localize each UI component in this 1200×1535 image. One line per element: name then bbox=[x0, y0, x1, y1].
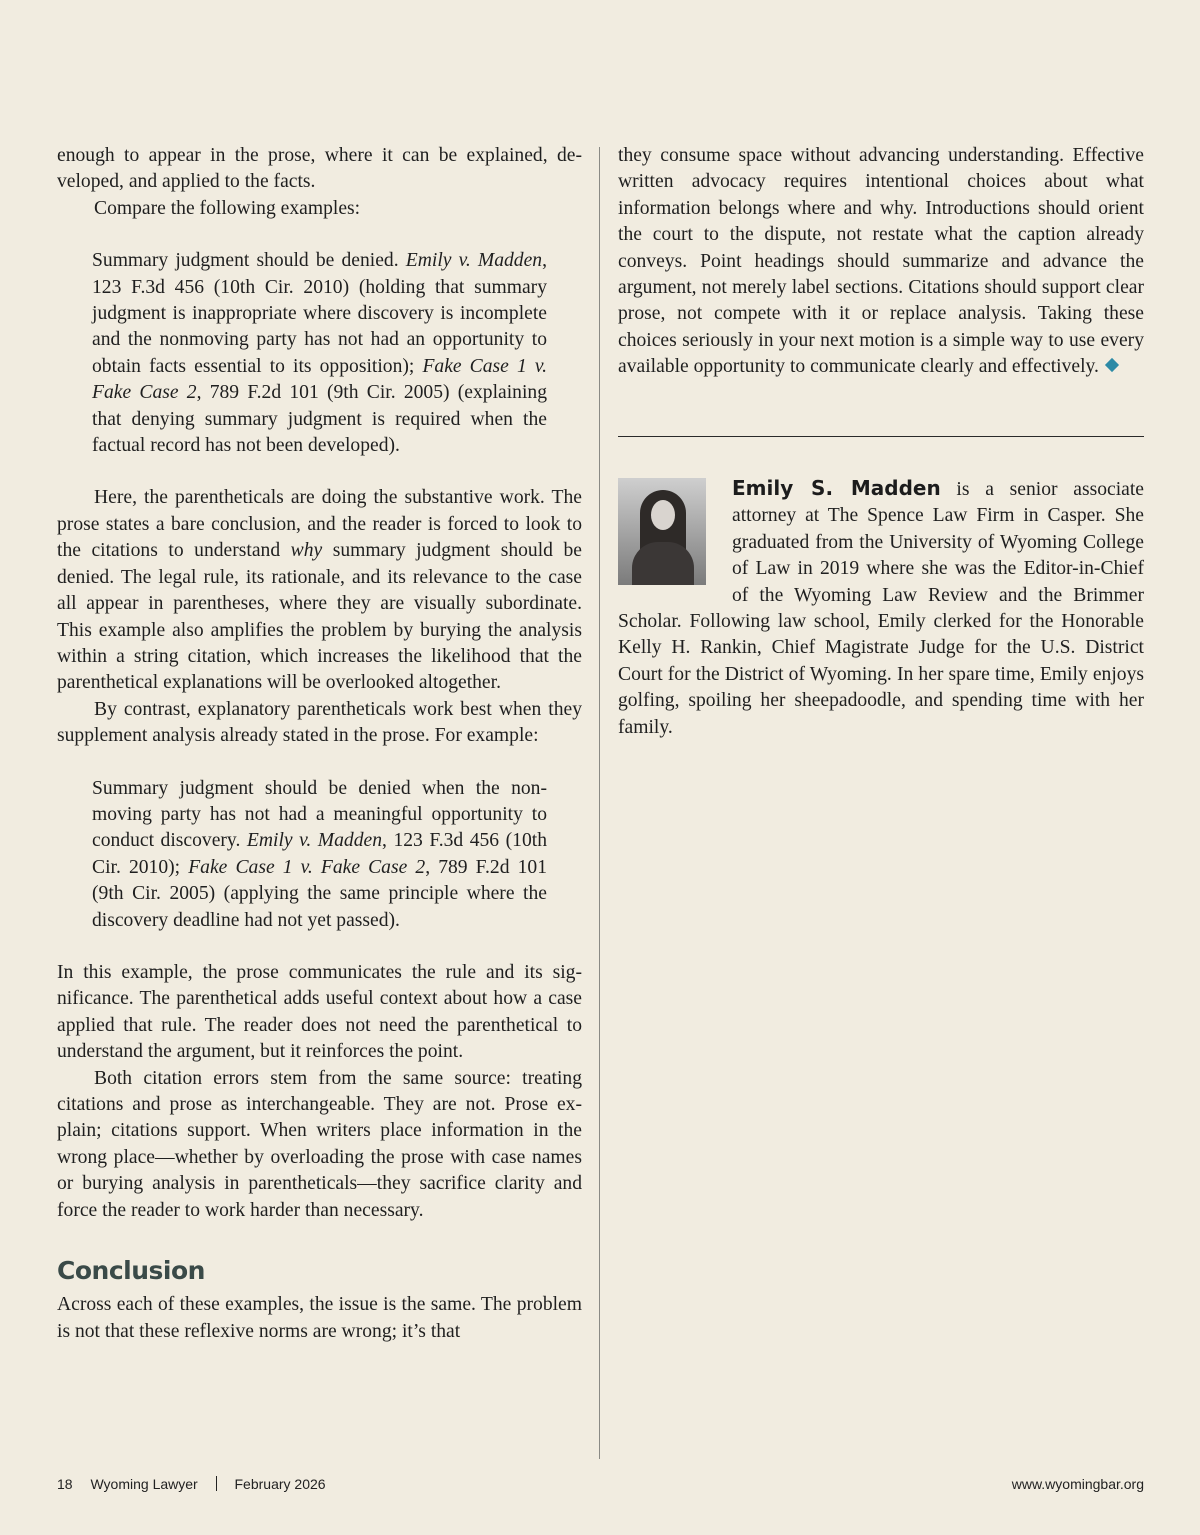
paragraph: By contrast, explanatory parentheticals work best when they supplement analysis already stated in the prose. For example: bbox=[57, 698, 582, 747]
example-text: , 123 F.3d 456 (10th Cir. 2010); bbox=[92, 830, 547, 878]
example-text: , 789 F.2d 101 (9th Cir. 2005) (applying the same principle where the discovery deadline had not yet passed). bbox=[92, 856, 547, 931]
paragraph: Across each of these examples, the issue is the same. The problem is not that these reflexive norms are wrong; it’s that bbox=[57, 1294, 582, 1342]
example-text: Summary judgment should be denied when the nonmoving party has not had a meaningful opportunity to conduct discovery. bbox=[92, 777, 547, 852]
diamond-end-mark-icon bbox=[1105, 358, 1119, 372]
paragraph bbox=[618, 143, 1144, 381]
paragraph: Compare the following examples: bbox=[94, 197, 361, 219]
section-heading: Conclusion bbox=[57, 1256, 205, 1286]
author-name: Emily S. Madden bbox=[732, 476, 941, 500]
bio-divider bbox=[618, 436, 1144, 437]
example-text: , 123 F.3d 456 (10th Cir. 2010) (holding that summary judgment is inappropriate where discovery is incomplete and the nonmoving party has not had an opportunity to obtain facts essential to its opposition); bbox=[92, 250, 547, 377]
author-photo bbox=[618, 478, 706, 585]
bio-text: is a senior associate attorney at The Spence Law Firm in Casper. She graduated from the University of Wyoming College of Law in 2019 where she was the Editor-in-Chief of the Wyoming Law Review and the Brimmer Scholar. Following law school, Emily clerked for the Honorable Kelly H. Rankin, Chief Magistrate Judge for the U.S. District Court for the District of Wyoming. In her spare time, Emily enjoys golfing, spoiling her sheepadoodle, and spending time with her family. bbox=[618, 479, 1144, 738]
paragraph-text: summary judgment should be denied. The legal rule, its rationale, and its relevance to the case all appear in parentheses, where they are visually subordinate. This example also amplifies the problem by burying the analysis within a string citation, which increases the likelihood that the parenthetical explanations will be overlooked altogether. bbox=[57, 540, 582, 694]
paragraph-text: they consume space without advancing understanding. Effective written advocacy requires intentional choices about what information belongs where and why. Introductions should orient the court to the dispute, not restate what the caption already conveys. Point headings should summarize and advance the argument, not merely label sections. Citations should support clear prose, not compete with it or replace analysis. Taking these choices seriously in your next motion is a simple way to use every available opportunity to communicate clearly and effectively. bbox=[618, 145, 1144, 378]
publication-name: Wyoming Lawyer bbox=[90, 1476, 198, 1492]
issue-date: February 2026 bbox=[234, 1476, 326, 1492]
right-column bbox=[618, 143, 1144, 381]
emphasis: why bbox=[290, 540, 323, 562]
website-link[interactable]: www.wyomingbar.org bbox=[1011, 1476, 1144, 1492]
column-divider bbox=[599, 147, 600, 1459]
example-text: Summary judgment should be denied. bbox=[92, 250, 406, 272]
paragraph: In this example, the prose communicates the rule and its significance. The parenthetical adds useful context about how a case applied that rule. The reader does not need the parenthetical to understand the argument, but it reinforces the point. bbox=[57, 961, 582, 1063]
page-number: 18 bbox=[57, 1476, 73, 1492]
example-block bbox=[92, 248, 547, 459]
case-name: Fake Case 1 v. Fake Case 2 bbox=[188, 856, 426, 878]
example-text: , 789 F.2d 101 (9th Cir. 2005) (explaining that denying summary judgment is required when the factual record has not been developed). bbox=[92, 382, 547, 457]
paragraph-text: Here, the parentheticals are doing the substantive work. The prose states a bare conclusion, and the reader is forced to look to the citations to understand bbox=[57, 487, 582, 562]
footer-left bbox=[57, 1476, 340, 1492]
paragraph bbox=[57, 485, 582, 696]
case-name: Fake Case 1 v. Fake Case 2 bbox=[92, 355, 547, 404]
footer-separator bbox=[216, 1476, 217, 1491]
left-column bbox=[57, 143, 582, 1345]
paragraph: Both citation errors stem from the same source: treating citations and prose as interchangeable. They are not. Prose explain; citations support. When writers place information in the wrong place—whether by overloading the prose with case names or burying analysis in parentheticals—they sacrifice clarity and force the reader to work harder than necessary. bbox=[57, 1067, 582, 1221]
case-name: Emily v. Madden bbox=[246, 830, 383, 852]
case-name: Emily v. Madden bbox=[405, 250, 543, 272]
example-block bbox=[92, 776, 547, 934]
paragraph: enough to appear in the prose, where it can be explained, developed, and applied to the facts. bbox=[57, 145, 582, 193]
author-bio bbox=[618, 475, 1144, 741]
